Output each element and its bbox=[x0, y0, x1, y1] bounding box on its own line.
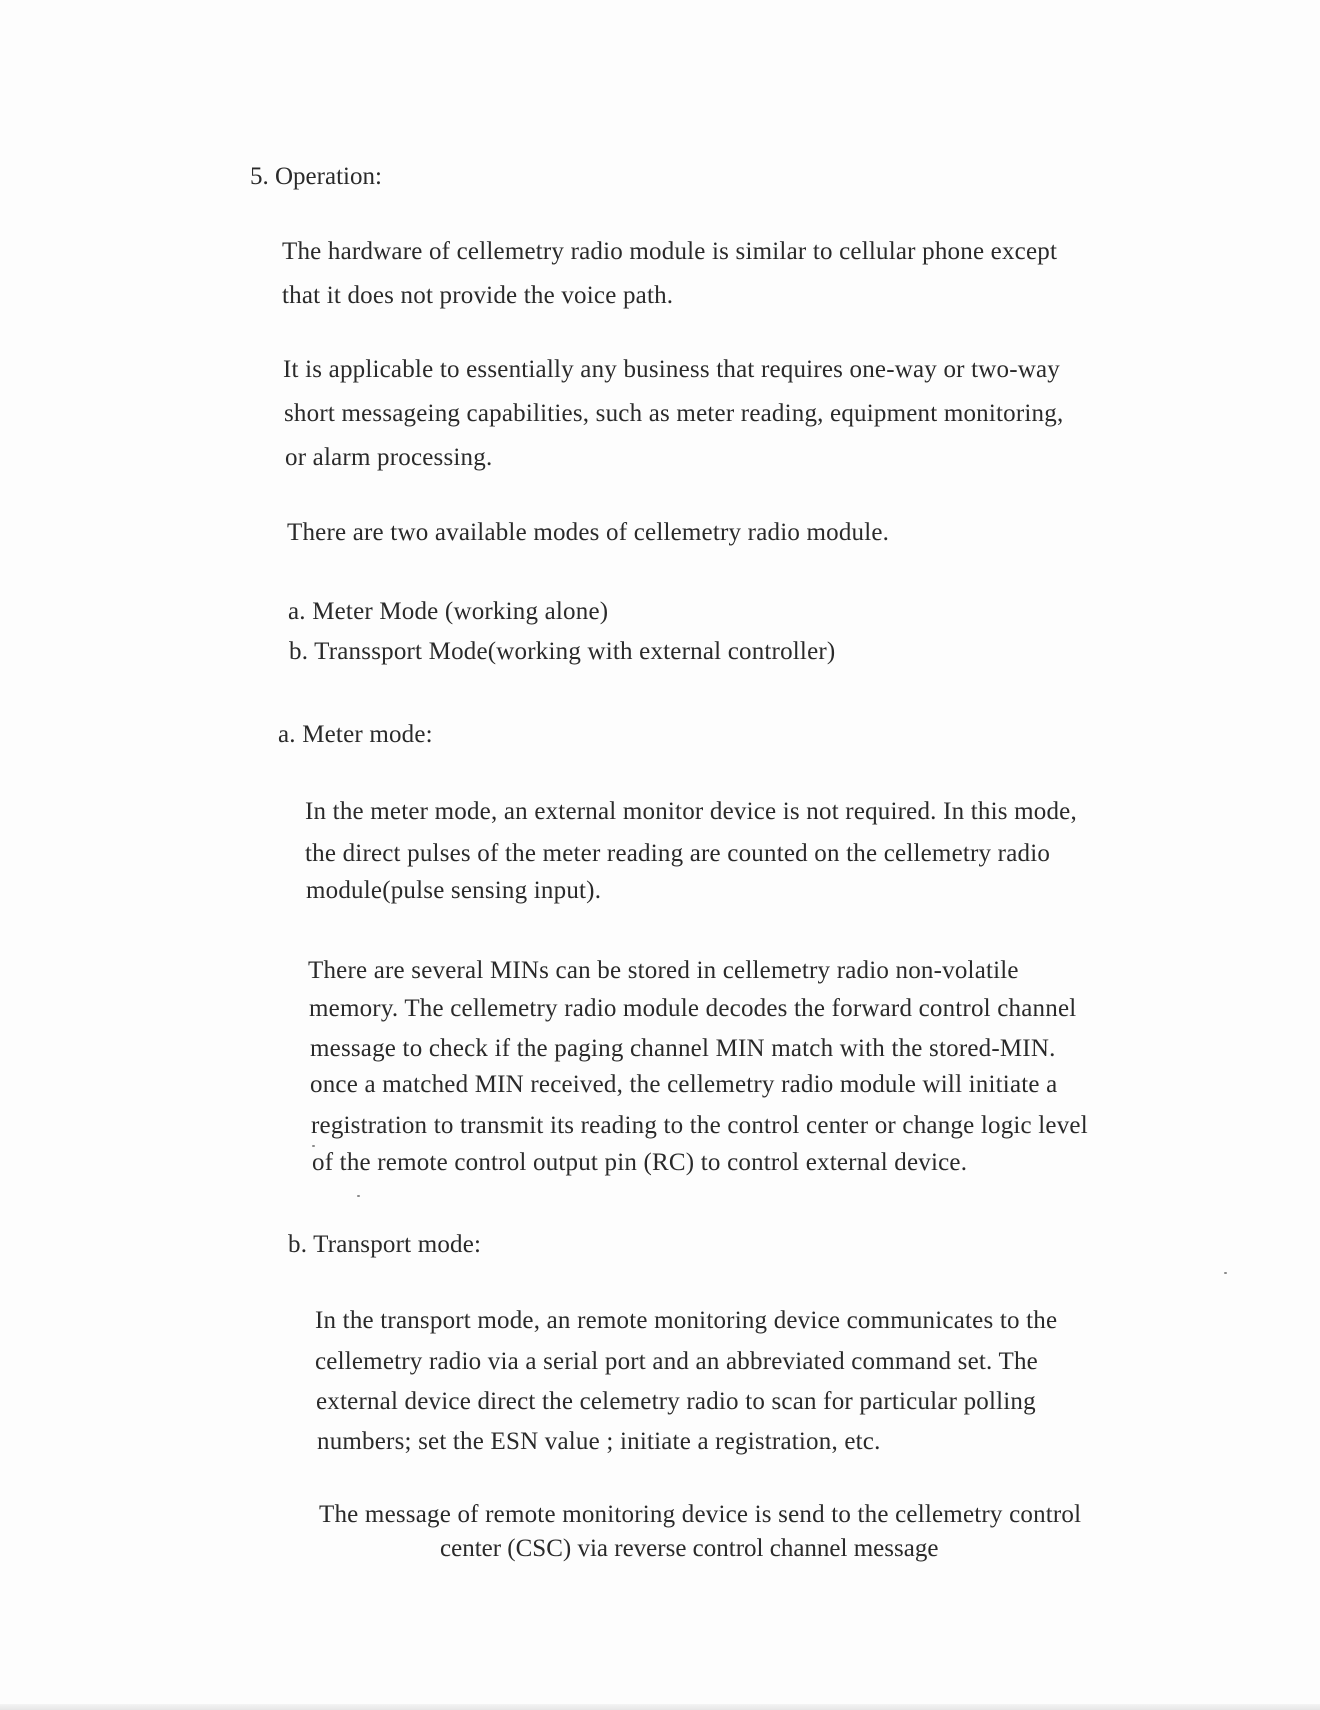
list-item: a. Meter Mode (working alone) bbox=[288, 598, 609, 625]
text-line: external device direct the celemetry radio to scan for particular polling bbox=[316, 1388, 1036, 1415]
scan-speck bbox=[357, 1195, 360, 1197]
text-line: registration to transmit its reading to the control center or change logic level bbox=[311, 1112, 1088, 1139]
text-line: the direct pulses of the meter reading are counted on the cellemetry radio bbox=[305, 840, 1051, 867]
text-line: once a matched MIN received, the cellemetry radio module will initiate a bbox=[310, 1071, 1058, 1098]
cut-off-text: center (CSC) via reverse control channel message bbox=[440, 1535, 939, 1562]
text-line: message to check if the paging channel MIN match with the stored-MIN. bbox=[310, 1035, 1056, 1062]
text-line: In the meter mode, an external monitor device is not required. In this mode, bbox=[305, 798, 1077, 825]
text-line: The hardware of cellemetry radio module is similar to cellular phone except bbox=[282, 238, 1058, 265]
text-line: module(pulse sensing input). bbox=[306, 877, 602, 904]
list-item: b. Transsport Mode(working with external controller) bbox=[289, 638, 836, 665]
section-heading-cutoff bbox=[250, 163, 410, 190]
text-line: memory. The cellemetry radio module decodes the forward control channel bbox=[309, 995, 1077, 1022]
scan-speck bbox=[312, 1145, 315, 1147]
text-line: There are two available modes of cellemetry radio module. bbox=[287, 519, 890, 546]
cut-off-line bbox=[440, 1534, 960, 1562]
subsection-heading: a. Meter mode: bbox=[278, 721, 433, 748]
text-line: of the remote control output pin (RC) to control external device. bbox=[312, 1149, 968, 1176]
text-line: numbers; set the ESN value ; initiate a registration, etc. bbox=[317, 1428, 881, 1455]
scan-speck bbox=[1224, 1272, 1227, 1274]
text-line: that it does not provide the voice path. bbox=[282, 282, 674, 309]
scan-edge bbox=[0, 1704, 1320, 1710]
text-line: There are several MINs can be stored in cellemetry radio non-volatile bbox=[308, 957, 1019, 984]
subsection-heading: b. Transport mode: bbox=[288, 1231, 482, 1258]
section-heading: 5. Operation: bbox=[250, 163, 382, 190]
text-line: It is applicable to essentially any business that requires one-way or two-way bbox=[283, 356, 1060, 383]
text-line: or alarm processing. bbox=[285, 444, 493, 471]
text-line: In the transport mode, an remote monitoring device communicates to the bbox=[315, 1307, 1058, 1334]
text-line: cellemetry radio via a serial port and an abbreviated command set. The bbox=[315, 1348, 1038, 1375]
text-line: short messageing capabilities, such as meter reading, equipment monitoring, bbox=[284, 400, 1064, 427]
text-line: The message of remote monitoring device is send to the cellemetry control bbox=[319, 1501, 1082, 1528]
